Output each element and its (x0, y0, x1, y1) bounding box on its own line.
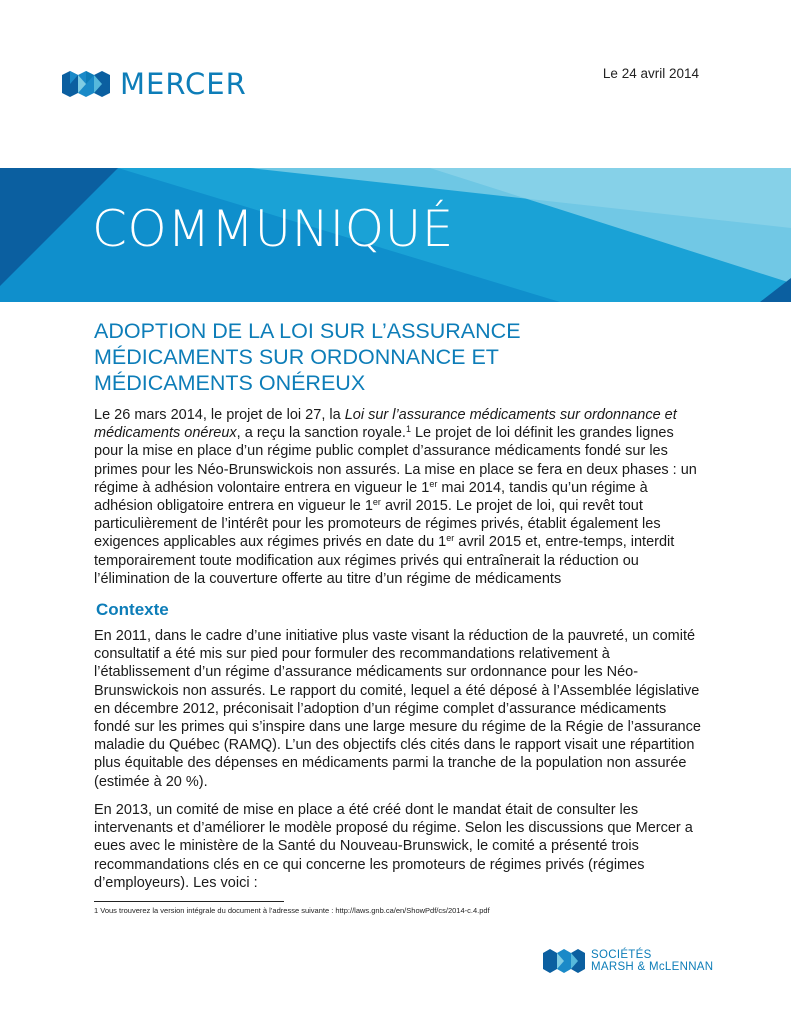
banner-title: COMMUNIQUÉ (92, 200, 454, 258)
law-title: Loi sur l’assurance médicaments sur ordonnance et médicaments onéreux (94, 407, 677, 442)
footer-line: SOCIÉTÉS (591, 949, 652, 961)
logo-text: MERCER (120, 66, 247, 101)
headline-line: ADOPTION DE LA LOI SUR L’ASSURANCE (94, 319, 521, 343)
document-date: Le 24 avril 2014 (602, 66, 699, 81)
footnote-ref: 1 (405, 424, 411, 435)
footnote: 1 Vous trouverez la version intégrale du document à l’adresse suivante : http://laws.gnb.ca/en/ShowPdf/cs/2014-c.4.pdf (94, 906, 490, 915)
footer-logo-text (591, 949, 713, 973)
context-paragraph: En 2011, dans le cadre d’une initiative plus vaste visant la réduction de la pauvreté, un comité consultatif a été mis sur pied pour formuler des recommandations relativement à l’établissement d’un régime d’assurance médicaments sur ordonnance pour les Néo-Brunswickois non assurés. Le rapport du comité, lequel a été déposé à l’Assemblée législative en décembre 2012, préconisait l’adoption d’un régime complet d’assurance médicaments fondé sur les primes qui s’inspire dans une large mesure du régime de la Régie de l’assurance maladie du Québec (RAMQ). L’un des objectifs clés cités dans le rapport visait une répartition plus équitable des dépenses en médicaments parmi la tranche de la population non assurée (estimée à 20 %). (94, 628, 701, 790)
mercer-logo (62, 64, 247, 104)
section-heading-contexte: Contexte (96, 600, 169, 619)
article-headline (94, 318, 714, 396)
mercer-logo-icon (62, 69, 110, 99)
intro-paragraph: Le 26 mars 2014, le projet de loi 27, la Loi sur l’assurance médicaments sur ordonnance et médicaments onéreux, a reçu la sanction royale.$^1$ Le projet de loi définit les grandes lignes pour la mise en place d’un régime public complet d’assurance médicaments fondé sur les primes pour les Néo-Brunswickois non assurés. La mise en place se fera en deux phases : un régime à adhésion volontaire entrera en vigueur le 1er mai 2014, tandis qu’un régime à adhésion obligatoire entrera en vigueur le 1er avril 2015. Le projet de loi, qui revêt tout particulièrement de l’intérêt pour les promoteurs de régimes privés, établit également les exigences applicables aux régimes privés en date du 1er avril 2015 et, entre-temps, interdit temporairement toute modification aux régimes privés qui entraînerait la réduction ou l’élimination de la couverture offerte au titre d’un régime de médicaments (94, 407, 697, 587)
headline-line: MÉDICAMENTS ONÉREUX (94, 371, 366, 395)
footnote-divider (94, 901, 284, 902)
footer-line: MARSH & McLENNAN (591, 961, 714, 973)
implementation-paragraph: En 2013, un comité de mise en place a été créé dont le mandat était de consulter les intervenants et d’améliorer le modèle proposé du régime. Selon les discussions que Mercer a eues avec le ministère de la Santé du Nouveau-Brunswick, le comité a présenté trois recommandations clés en ce qui concerne les promoteurs de régimes privés (régimes d’employeurs). Les voici : (94, 802, 693, 891)
mmc-logo-icon (543, 948, 585, 974)
communique-banner (0, 168, 791, 302)
marsh-mclennan-logo (543, 948, 713, 974)
headline-line: MÉDICAMENTS SUR ORDONNANCE ET (94, 345, 499, 369)
